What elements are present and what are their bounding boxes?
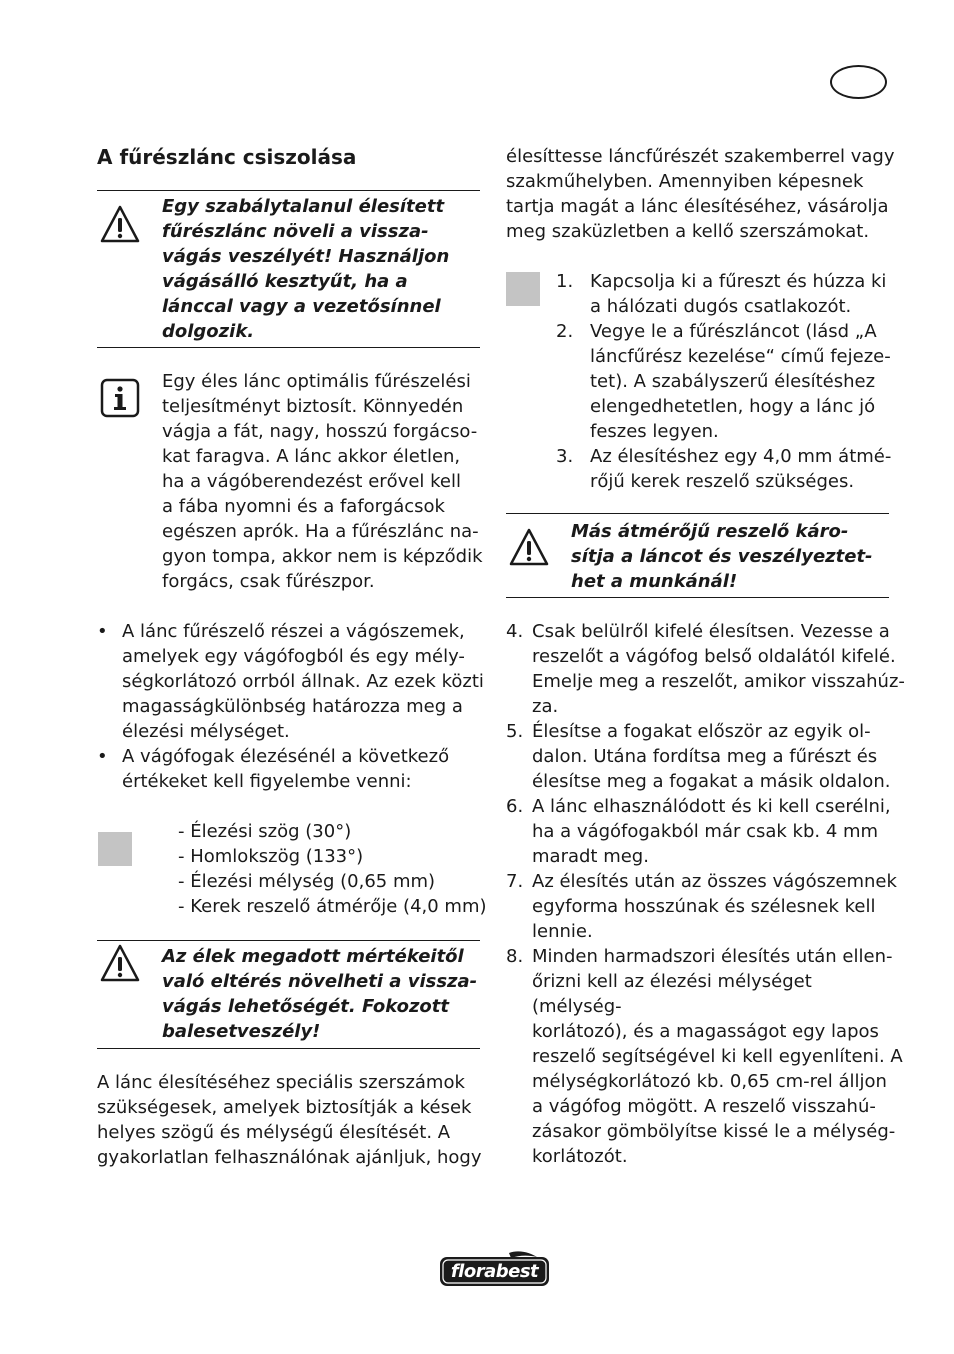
note-gray-marker xyxy=(506,272,540,306)
step-line: korlátozó), és a magasságot egy lapos xyxy=(532,1021,879,1042)
step-item xyxy=(556,444,896,494)
warning-line: fűrészlánc növeli a vissza- xyxy=(162,221,429,242)
language-badge xyxy=(830,65,887,99)
paragraph-line: meg szaküzletben a kellő szerszámokat. xyxy=(506,221,870,242)
paragraph-line: tartja magát a lánc élesítéséhez, vásárolja xyxy=(506,196,889,217)
note-gray-marker xyxy=(98,832,132,866)
step-line: a vágófog mögött. A reszelő visszahú- xyxy=(532,1096,876,1117)
warning-line: dolgozik. xyxy=(162,321,255,342)
step-item xyxy=(556,319,896,444)
step-line: mélységkorlátozó kb. 0,65 cm-rel álljon xyxy=(532,1071,887,1092)
step-line: a hálózati dugós csatlakozót. xyxy=(590,296,852,317)
warning-line: vágásálló kesztyűt, ha a xyxy=(162,271,408,292)
bullet-item xyxy=(97,744,487,794)
value-line: - Élezési szög (30°) xyxy=(178,821,352,842)
info-line: egészen aprók. Ha a fűrészlánc na- xyxy=(162,521,479,542)
warning-line: Egy szabálytalanul élesített xyxy=(162,196,445,217)
step-number: 2. xyxy=(556,321,574,342)
step-item xyxy=(506,869,906,944)
paragraph-line: szükségesek, amelyek biztosítják a kések xyxy=(97,1097,472,1118)
step-line: zásakor gömbölyítse kissé le a mélység- xyxy=(532,1121,896,1142)
divider xyxy=(97,940,480,941)
warning-line: sítja a láncot és veszélyeztet- xyxy=(571,546,873,567)
step-line: dalon. Utána fordítsa meg a fűrészt és xyxy=(532,746,878,767)
bullet-line: ségkorlátozó orrból állnak. Az ezek közti xyxy=(122,671,484,692)
info-line: Egy éles lánc optimális fűrészelési xyxy=(162,371,471,392)
paragraph-left xyxy=(97,1070,482,1170)
step-line: rőjű kerek reszelő szükséges. xyxy=(590,471,855,492)
step-item xyxy=(506,719,906,794)
paragraph-line: szakműhelyben. Amennyiben képesnek xyxy=(506,171,864,192)
info-line: ha a vágóberendezést erővel kell xyxy=(162,471,461,492)
bullet-line: magasságkülönbség határozza meg a xyxy=(122,696,463,717)
warning-block-1 xyxy=(162,194,449,344)
step-line: egyforma hosszúnak és szélesnek kell xyxy=(532,896,876,917)
warning-line: vágás veszélyét! Használjon xyxy=(162,246,450,267)
bullet-line: A lánc fűrészelő részei a vágószemek, xyxy=(122,621,465,642)
step-item xyxy=(506,619,906,719)
info-text xyxy=(162,369,483,594)
value-line: - Élezési mélység (0,65 mm) xyxy=(178,871,436,892)
bullet-line: élezési mélységet. xyxy=(122,721,290,742)
step-item xyxy=(506,794,906,869)
value-line: - Kerek reszelő átmérője (4,0 mm) xyxy=(178,896,487,917)
info-line: forgács, csak fűrészpor. xyxy=(162,571,375,592)
warning-line: Az élek megadott mértékeitől xyxy=(162,946,464,967)
step-line: reszelő segítségével ki kell egyenlíteni. A xyxy=(532,1046,903,1067)
warning-line: balesetveszély! xyxy=(162,1021,321,1042)
step-line: Az élesítéshez egy 4,0 mm átmé- xyxy=(590,446,892,467)
step-line: Emelje meg a reszelőt, amikor visszahúz- xyxy=(532,671,905,692)
step-line: feszes legyen. xyxy=(590,421,719,442)
divider xyxy=(506,597,889,598)
bullet-marker: • xyxy=(97,746,108,767)
divider xyxy=(97,347,480,348)
warning-icon xyxy=(99,943,141,983)
warning-line: vágás lehetőségét. Fokozott xyxy=(162,996,449,1017)
info-line: gyon tompa, akkor nem is képződik xyxy=(162,546,483,567)
step-line: maradt meg. xyxy=(532,846,649,867)
info-line: vágja a fát, nagy, hosszú forgácso- xyxy=(162,421,478,442)
step-number: 8. xyxy=(506,946,524,967)
warning-line: lánccal vagy a vezetősínnel xyxy=(162,296,441,317)
warning-icon xyxy=(99,204,141,244)
paragraph-line: A lánc élesítéséhez speciális szerszámok xyxy=(97,1072,465,1093)
paragraph-line: helyes szögű és mélységű élesítését. A xyxy=(97,1122,451,1143)
step-line: láncfűrész kezelése“ című fejeze- xyxy=(590,346,891,367)
step-line: élesítse meg a fogakat a másik oldalon. xyxy=(532,771,891,792)
step-line: korlátozót. xyxy=(532,1146,628,1167)
bullet-line: amelyek egy vágófogból és egy mély- xyxy=(122,646,465,667)
step-line: lennie. xyxy=(532,921,593,942)
step-line: ha a vágófogakból már csak kb. 4 mm xyxy=(532,821,879,842)
step-number: 6. xyxy=(506,796,524,817)
paragraph-line: élesíttesse láncfűrészét szakemberrel vagy xyxy=(506,146,895,167)
step-number: 5. xyxy=(506,721,524,742)
info-icon xyxy=(100,378,140,418)
step-number: 1. xyxy=(556,271,574,292)
step-line: Élesítse a fogakat először az egyik ol- xyxy=(532,721,871,742)
step-item xyxy=(506,944,906,1169)
bullet-line: A vágófogak élezésénél a következő xyxy=(122,746,450,767)
warning-line: való eltérés növelheti a vissza- xyxy=(162,971,478,992)
bullet-line: értékeket kell figyelembe venni: xyxy=(122,771,412,792)
value-list xyxy=(178,819,487,919)
warning-icon xyxy=(508,527,550,567)
step-line: Minden harmadszori élesítés után ellen- xyxy=(532,946,893,967)
step-number: 4. xyxy=(506,621,524,642)
info-line: teljesítményt biztosít. Könnyedén xyxy=(162,396,464,417)
step-line: reszelőt a vágófog belső oldalától kifelé. xyxy=(532,646,896,667)
divider xyxy=(97,1048,480,1049)
step-line: őrizni kell az élezési mélységet (mélység- xyxy=(532,971,812,1017)
warning-line: het a munkánál! xyxy=(571,571,738,592)
step-line: Kapcsolja ki a fűreszt és húzza ki xyxy=(590,271,887,292)
bullet-marker: • xyxy=(97,621,108,642)
step-line: tet). A szabályszerű élesítéshez xyxy=(590,371,876,392)
paragraph-line: gyakorlatlan felhasználónak ajánljuk, hogy xyxy=(97,1147,482,1168)
divider xyxy=(506,513,889,514)
info-line: a fába nyomni és a faforgácsok xyxy=(162,496,445,517)
step-line: A lánc elhasználódott és ki kell cserélni, xyxy=(532,796,891,817)
section-heading: A fűrészlánc csiszolása xyxy=(97,145,357,169)
step-line: Csak belülről kifelé élesítsen. Vezesse a xyxy=(532,621,890,642)
step-line: Az élesítés után az összes vágószemnek xyxy=(532,871,897,892)
step-line: za. xyxy=(532,696,559,717)
warning-line: Más átmérőjű reszelő káro- xyxy=(571,521,849,542)
value-line: - Homlokszög (133°) xyxy=(178,846,364,867)
step-line: Vegye le a fűrészláncot (lásd „A xyxy=(590,321,877,342)
step-number: 7. xyxy=(506,871,524,892)
warning-block-2 xyxy=(162,944,477,1044)
info-line: kat faragva. A lánc akkor életlen, xyxy=(162,446,461,467)
step-line: elengedhetetlen, hogy a lánc jó xyxy=(590,396,876,417)
florabest-logo xyxy=(439,1251,550,1287)
logo-text: florabest xyxy=(450,1261,539,1282)
warning-block-3 xyxy=(571,519,873,594)
step-item xyxy=(556,269,896,319)
divider xyxy=(97,190,480,191)
step-number: 3. xyxy=(556,446,574,467)
paragraph-right xyxy=(506,144,895,244)
bullet-item xyxy=(97,619,487,744)
